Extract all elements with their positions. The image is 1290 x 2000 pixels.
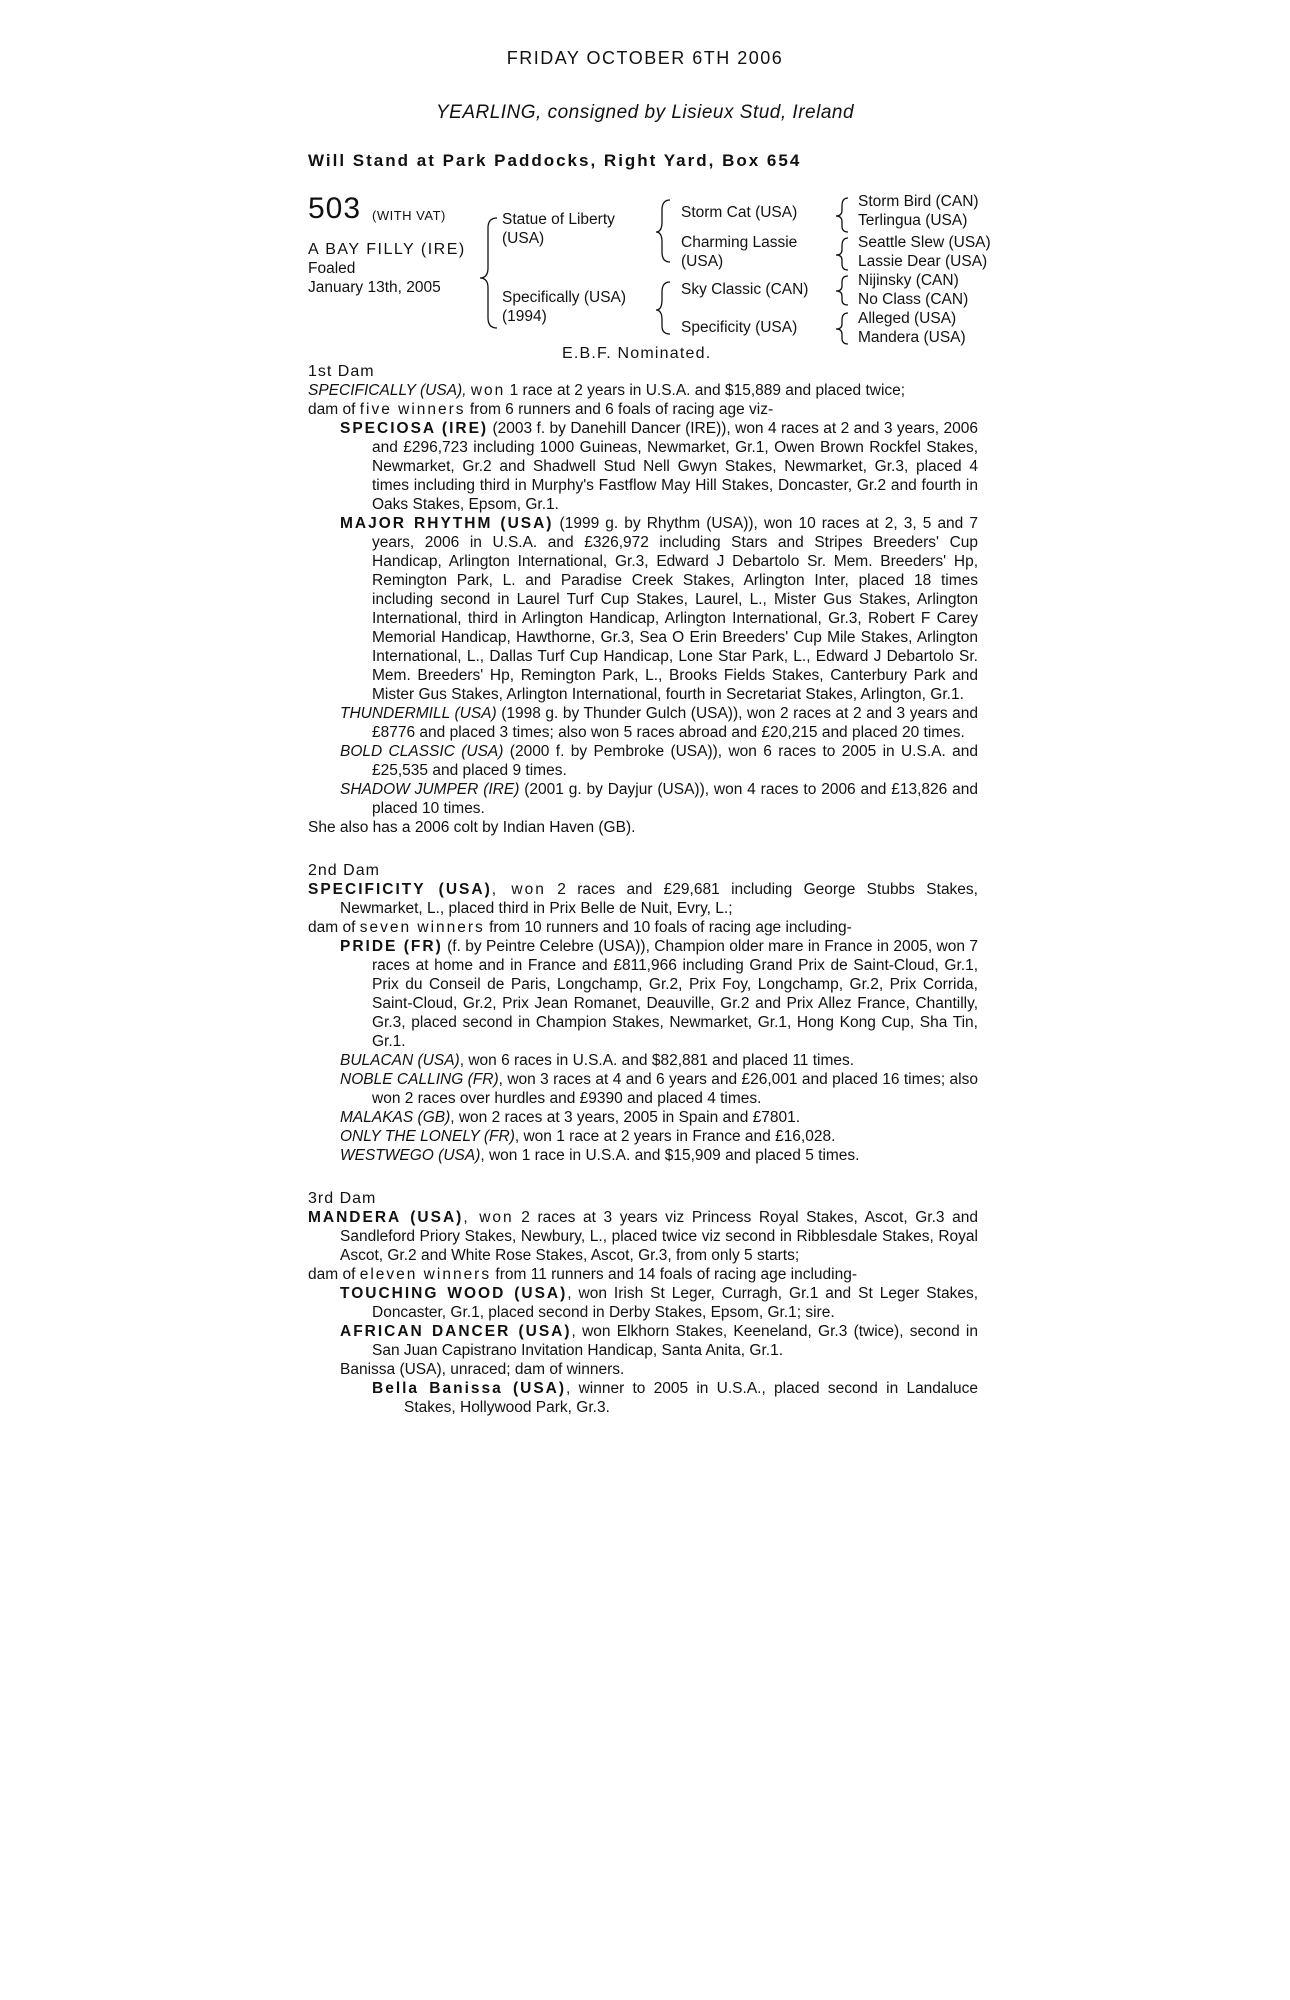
second-dam-produce-summary: dam of seven winners from 10 runners and 10 foals of racing age including-: [308, 919, 852, 936]
produce-entry: MALAKAS (GB), won 2 races at 3 years, 2005 in Spain and £7801.: [340, 1109, 801, 1126]
sale-date: FRIDAY OCTOBER 6TH 2006: [506, 48, 784, 68]
first-dam-heading: 1st Dam: [308, 363, 375, 380]
consignment-line: YEARLING, consigned by Lisieux Stud, Ireland: [435, 102, 855, 123]
produce-entry: MAJOR RHYTHM (USA) (1999 g. by Rhythm (USA)), won 10 races at 2, 3, 5 and 7 years, 2006 in U.S.A. and £326,972 including Stars and Stripes Breeders' Cup Handicap, Arlington International, Gr.3, Edward J Debartolo Sr. Mem. Breeders' Hp, Remington Park, L. and Paradise Creek Stakes, Arlington Inter, placed 18 times including second in Laurel Turf Cup Stakes, Laurel, L., Mister Gus Stakes, Arlington International, third in Arlington Handicap, Arlington International, Gr.3, Robert F Carey Memorial Handicap, Hawthorne, Gr.3, Sea O Erin Breeders' Cup Mile Stakes, Arlington International, L., Dallas Turf Cup Handicap, Lone Star Park, L., Edward J Debartolo Sr. Mem. Breeders' Hp, Remington Park, L., Brooks Fields Stakes, Canterbury Park and Mister Gus Stakes, Arlington International, fourth in Secretariat Stakes, Arlington, Gr.1.: [340, 515, 978, 703]
produce-entry: SPECIOSA (IRE) (2003 f. by Danehill Dancer (IRE)), won 4 races at 2 and 3 years, 2006 and £296,723 including 1000 Guineas, Newmarket, Gr.1, Owen Brown Rockfel Stakes, Newmarket, Gr.2 and Shadwell Stud Nell Gwyn Stakes, Newmarket, Gr.3, placed 4 times including third in Murphy's Fastflow May Hill Stakes, Doncaster, Gr.2 and fourth in Oaks Stakes, Epsom, Gr.1.: [340, 420, 978, 513]
pedigree-braces: [0, 0, 1290, 360]
pedigree-g3-7: Alleged (USA): [858, 310, 957, 327]
pedigree-dam-dam: Specificity (USA): [681, 319, 798, 336]
lot-number: 503: [308, 192, 362, 225]
produce-entry: NOBLE CALLING (FR), won 3 races at 4 and 6 years and £26,001 and placed 16 times; also won 2 races over hurdles and £9390 and placed 4 times.: [340, 1071, 978, 1107]
pedigree-sire-sire: Storm Cat (USA): [681, 204, 798, 221]
pedigree-g3-4: Lassie Dear (USA): [858, 253, 988, 270]
second-dam-heading: 2nd Dam: [308, 862, 380, 879]
pedigree-sire-dam: Charming Lassie (USA): [681, 234, 798, 270]
produce-entry: PRIDE (FR) (f. by Peintre Celebre (USA)), Champion older mare in France in 2005, won 7 races at home and in France and £811,966 including Grand Prix de Saint-Cloud, Gr.1, Prix du Conseil de Paris, Longchamp, Gr.2, Prix Foy, Longchamp, Gr.2, Prix Corrida, Saint-Cloud, Gr.2, Prix Jean Romanet, Deauville, Gr.2 and Prix Allez France, Chantilly, Gr.3, placed second in Champion Stakes, Newmarket, Gr.1, Hong Kong Cup, Sha Tin, Gr.1.: [340, 938, 978, 1050]
ebf-nomination: E.B.F. Nominated.: [562, 345, 712, 362]
produce-entry: WESTWEGO (USA), won 1 race in U.S.A. and $15,909 and placed 5 times.: [340, 1147, 860, 1164]
pedigree-g3-5: Nijinsky (CAN): [858, 272, 959, 289]
produce-entry: ONLY THE LONELY (FR), won 1 race at 2 years in France and £16,028.: [340, 1128, 836, 1145]
lot-name: A BAY FILLY (IRE): [308, 241, 466, 258]
first-dam-intro: SPECIFICALLY (USA), won 1 race at 2 years in U.S.A. and $15,889 and placed twice;: [308, 382, 906, 399]
pedigree-g3-8: Mandera (USA): [858, 329, 966, 346]
produce-entry: Bella Banissa (USA), winner to 2005 in U.S.A., placed second in Landaluce Stakes, Hollywood Park, Gr.3.: [372, 1380, 978, 1416]
vat-note: (WITH VAT): [372, 208, 446, 223]
produce-entry: Banissa (USA), unraced; dam of winners.: [340, 1361, 625, 1378]
pedigree-g3-6: No Class (CAN): [858, 291, 969, 308]
pedigree-g3-3: Seattle Slew (USA): [858, 234, 991, 251]
pedigree-dam: Specifically (USA) (1994): [502, 289, 627, 325]
produce-entry: BOLD CLASSIC (USA) (2000 f. by Pembroke (USA)), won 6 races to 2005 in U.S.A. and £25,535 and placed 9 times.: [340, 743, 978, 779]
pedigree-g3-1: Storm Bird (CAN): [858, 193, 979, 210]
produce-entry: AFRICAN DANCER (USA), won Elkhorn Stakes, Keeneland, Gr.3 (twice), second in San Juan Capistrano Invitation Handicap, Santa Anita, Gr.1.: [340, 1323, 978, 1359]
produce-entry: BULACAN (USA), won 6 races in U.S.A. and $82,881 and placed 11 times.: [340, 1052, 855, 1069]
stand-location: Will Stand at Park Paddocks, Right Yard, Box 654: [308, 151, 802, 170]
pedigree-dam-sire: Sky Classic (CAN): [681, 281, 809, 298]
foaled-label: Foaled: [308, 260, 356, 277]
catalogue-body: [308, 362, 978, 1417]
pedigree-g3-2: Terlingua (USA): [858, 212, 968, 229]
first-dam-also: She also has a 2006 colt by Indian Haven (GB).: [308, 819, 636, 836]
produce-entry: TOUCHING WOOD (USA), won Irish St Leger, Curragh, Gr.1 and St Leger Stakes, Doncaster, Gr.1, placed second in Derby Stakes, Epsom, Gr.1; sire.: [340, 1285, 979, 1321]
third-dam-heading: 3rd Dam: [308, 1190, 377, 1207]
second-dam-intro: SPECIFICITY (USA), won 2 races and £29,681 including George Stubbs Stakes, Newmarket, L., placed third in Prix Belle de Nuit, Evry, L.;: [308, 881, 978, 917]
third-dam-produce-summary: dam of eleven winners from 11 runners and 14 foals of racing age including-: [308, 1266, 858, 1283]
produce-entry: SHADOW JUMPER (IRE) (2001 g. by Dayjur (USA)), won 4 races to 2006 and £13,826 and placed 10 times.: [340, 781, 978, 817]
foaled-date: January 13th, 2005: [308, 279, 441, 296]
pedigree-sire: Statue of Liberty (USA): [502, 211, 615, 247]
third-dam-intro: MANDERA (USA), won 2 races at 3 years viz Princess Royal Stakes, Ascot, Gr.3 and Sandleford Priory Stakes, Newbury, L., placed twice viz second in Ribblesdale Stakes, Royal Ascot, Gr.2 and White Rose Stakes, Ascot, Gr.3, from only 5 starts;: [308, 1209, 979, 1264]
first-dam-produce-summary: dam of five winners from 6 runners and 6 foals of racing age viz-: [308, 401, 774, 418]
produce-entry: THUNDERMILL (USA) (1998 g. by Thunder Gulch (USA)), won 2 races at 2 and 3 years and £8776 and placed 3 times; also won 5 races abroad and £20,215 and placed 20 times.: [340, 705, 979, 741]
